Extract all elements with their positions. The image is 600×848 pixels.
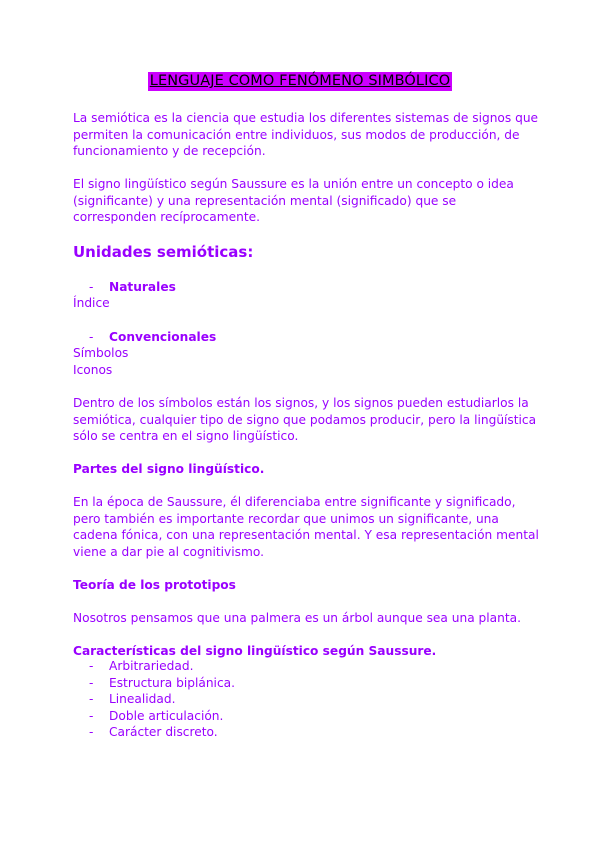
heading-teoria-prototipos: Teoría de los prototipos	[73, 578, 236, 592]
paragraph-palmera: Nosotros pensamos que una palmera es un árbol aunque sea una planta.	[73, 611, 521, 625]
label-naturales: Naturales	[109, 280, 176, 294]
paragraph-semiotica: La semiótica es la ciencia que estudia los diferentes sistemas de signos que permiten la comunicación entre individuos, sus modos de producción, de funcionamiento y de recepción.	[73, 111, 539, 159]
heading-caracteristicas: Características del signo lingüístico según Saussure.	[73, 644, 437, 658]
convencionales-item-iconos: Iconos	[73, 363, 113, 377]
paragraph-epoca-saussure: En la época de Saussure, él diferenciaba entre significante y significado, pero también es importante recordar que unimos un significante, una cadena fónica, con una representación mental. Y esa representación mental viene a dar pie al cognitivismo.	[73, 495, 539, 559]
paragraph-simbolos: Dentro de los símbolos están los signos, y los signos pueden estudiarlos la semiótica, cualquier tipo de signo que podamos producir, pero la lingüística sólo se centra en el signo lingüístico.	[73, 396, 537, 444]
list-item-convencionales	[89, 329, 216, 346]
list-item-naturales	[89, 279, 176, 296]
heading-partes-signo: Partes del signo lingüístico.	[73, 462, 265, 476]
label-convencionales: Convencionales	[109, 330, 217, 344]
caracteristicas-list	[89, 658, 235, 741]
list-item-text: Linealidad.	[109, 692, 176, 707]
list-dash: -	[89, 725, 94, 740]
heading-unidades-semioticas: Unidades semióticas:	[73, 243, 254, 261]
list-item-text: Carácter discreto.	[109, 725, 218, 740]
list-dash: -	[89, 708, 94, 723]
list-item	[89, 708, 235, 725]
list-item	[89, 691, 235, 708]
list-item-text: Estructura biplánica.	[109, 675, 235, 690]
list-dash: -	[89, 692, 94, 707]
list-item-text: Doble articulación.	[109, 708, 224, 723]
list-dash: -	[89, 330, 94, 344]
list-dash: -	[89, 659, 94, 673]
list-dash: -	[89, 675, 94, 690]
list-item	[89, 724, 235, 741]
convencionales-item-simbolos: Símbolos	[73, 346, 129, 360]
list-item	[89, 675, 235, 692]
paragraph-signo-saussure: El signo lingüístico según Saussure es la unión entre un concepto o idea (significante) y una representación mental (significado) que se corresponden recíprocamente.	[73, 177, 514, 225]
list-dash: -	[89, 280, 94, 294]
title-container	[0, 70, 600, 91]
list-item-text: Arbitrariedad.	[109, 659, 194, 673]
naturales-item: Índice	[73, 296, 110, 310]
document-title: LENGUAJE COMO FENÓMENO SIMBÓLICO	[149, 73, 451, 89]
list-item	[89, 658, 235, 675]
